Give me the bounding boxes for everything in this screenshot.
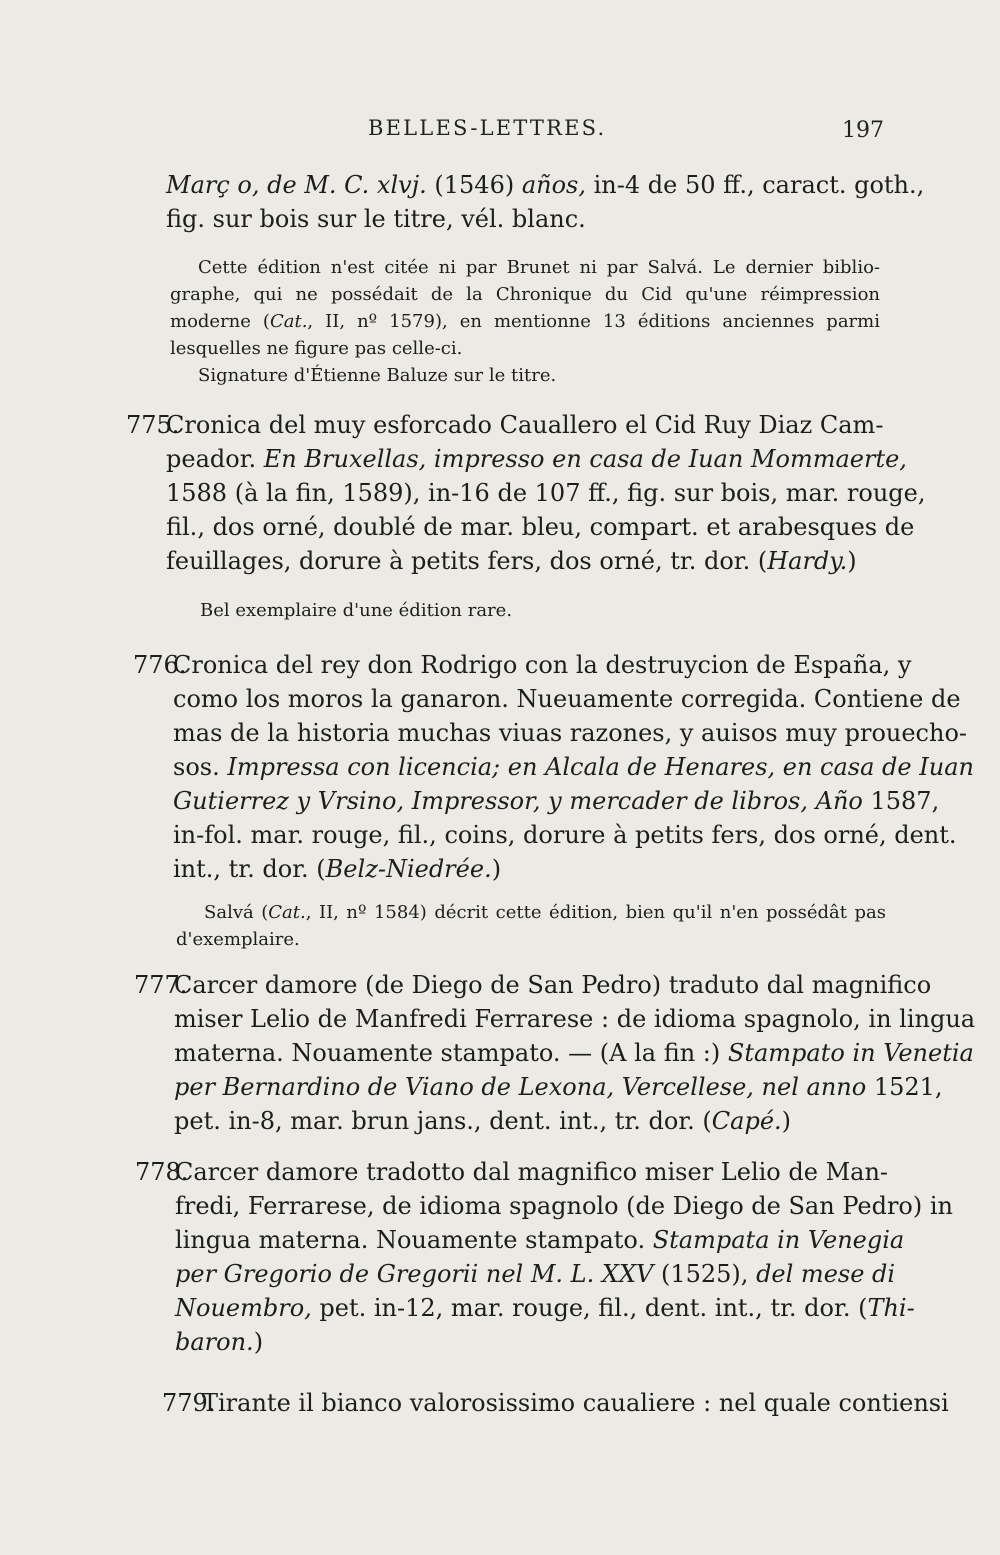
italic-text: Març o, de M. C. xlvj. <box>166 171 427 199</box>
entry-779 <box>162 1386 949 1420</box>
entry-note <box>170 254 880 389</box>
text-line: in-fol. mar. rouge, fil., coins, dorure à petits fers, dos orné, dent. <box>173 821 957 849</box>
running-title: BELLES-LETTRES. <box>368 116 607 140</box>
text-line: lingua materna. Nouamente stampato. Stampata in Venegia <box>175 1226 905 1254</box>
note-line: Cette édition n'est citée ni par Brunet ni par Salvá. Le dernier biblio- <box>198 257 880 278</box>
page-number: 197 <box>842 118 884 143</box>
text-line: peador. En Bruxellas, impresso en casa de Iuan Mommaerte, <box>166 445 907 473</box>
note-line: Bel exemplaire d'une édition rare. <box>200 600 513 621</box>
entry-776-note <box>176 899 886 953</box>
text-line: 777. Carcer damore (de Diego de San Pedro) traduto dal magnifico <box>174 968 884 1002</box>
note-line: graphe, qui ne possédait de la Chronique du Cid qu'une réimpression <box>170 284 880 305</box>
text-line: mas de la historia muchas viuas razones, y auisos muy prouecho- <box>173 719 968 747</box>
page-header <box>0 116 1000 146</box>
note-line: Salvá (Cat., II, nº 1584) décrit cette édition, bien qu'il n'en possédât pas <box>204 902 887 923</box>
text-line: fredi, Ferrarese, de idioma spagnolo (de Diego de San Pedro) in <box>175 1192 954 1220</box>
text-line: materna. Nouamente stampato. — (A la fin :) Stampato in Venetia <box>174 1039 974 1067</box>
entry-775-note <box>200 597 880 624</box>
text-line: como los moros la ganaron. Nueuamente corregida. Contiene de <box>173 685 961 713</box>
entry-number: 775. <box>126 411 180 439</box>
text-line: 776. Cronica del rey don Rodrigo con la destruycion de España, y <box>173 648 880 682</box>
text-line: 775. Cronica del muy esforcado Cauallero el Cid Ruy Diaz Cam- <box>166 408 882 442</box>
text-line: feuillages, dorure à petits fers, dos orné, tr. dor. (Hardy.) <box>166 547 857 575</box>
text-line: 1588 (à la fin, 1589), in-16 de 107 ff., fig. sur bois, mar. rouge, <box>166 479 926 507</box>
text-line: fig. sur bois sur le titre, vél. blanc. <box>166 205 586 233</box>
text-line: fil., dos orné, doublé de mar. bleu, compart. et arabesques de <box>166 513 915 541</box>
entry-number: 776. <box>133 651 187 679</box>
entry-number: 779. <box>162 1389 216 1417</box>
text-line: Gutierrez y Vrsino, Impressor, y mercader de libros, Año 1587, <box>173 787 940 815</box>
entry-number: 777. <box>134 971 188 999</box>
entry-number: 778. <box>135 1158 189 1186</box>
text-line: Nouembro, pet. in-12, mar. rouge, fil., dent. int., tr. dor. (Thi- <box>175 1294 915 1322</box>
text-line: sos. Impressa con licencia; en Alcala de Henares, en casa de Iuan <box>173 753 974 781</box>
text-line: miser Lelio de Manfredi Ferrarese : de idioma spagnolo, in lingua <box>174 1005 976 1033</box>
note-line: d'exemplaire. <box>176 929 300 950</box>
note-line: lesquelles ne figure pas celle-ci. <box>170 338 463 359</box>
entry-778 <box>135 1155 954 1359</box>
entry-776 <box>133 648 974 886</box>
text-line: int., tr. dor. (Belz-Niedrée.) <box>173 855 502 883</box>
text-line: Març o, de M. C. xlvj. (1546) años, in-4 de 50 ff., caract. goth., <box>166 171 925 199</box>
entry-continuation <box>166 168 925 236</box>
note-line: moderne (Cat., II, nº 1579), en mentionne 13 éditions anciennes parmi <box>170 311 880 332</box>
text-line: per Bernardino de Viano de Lexona, Vercellese, nel anno 1521, <box>174 1073 943 1101</box>
text-line: 778. Carcer damore tradotto dal magnifico miser Lelio de Man- <box>175 1155 885 1189</box>
italic-text: años, <box>521 171 586 199</box>
entry-775 <box>126 408 926 578</box>
text-line: pet. in-8, mar. brun jans., dent. int., tr. dor. (Capé.) <box>174 1107 792 1135</box>
text-line: baron.) <box>175 1328 264 1356</box>
text-line: per Gregorio de Gregorii nel M. L. XXV (1525), del mese di <box>175 1260 896 1288</box>
entry-777 <box>134 968 976 1138</box>
note-line: Signature d'Étienne Baluze sur le titre. <box>198 365 557 386</box>
text-line: 779. Tirante il bianco valorosissimo caualiere : nel quale contiensi <box>202 1386 888 1420</box>
